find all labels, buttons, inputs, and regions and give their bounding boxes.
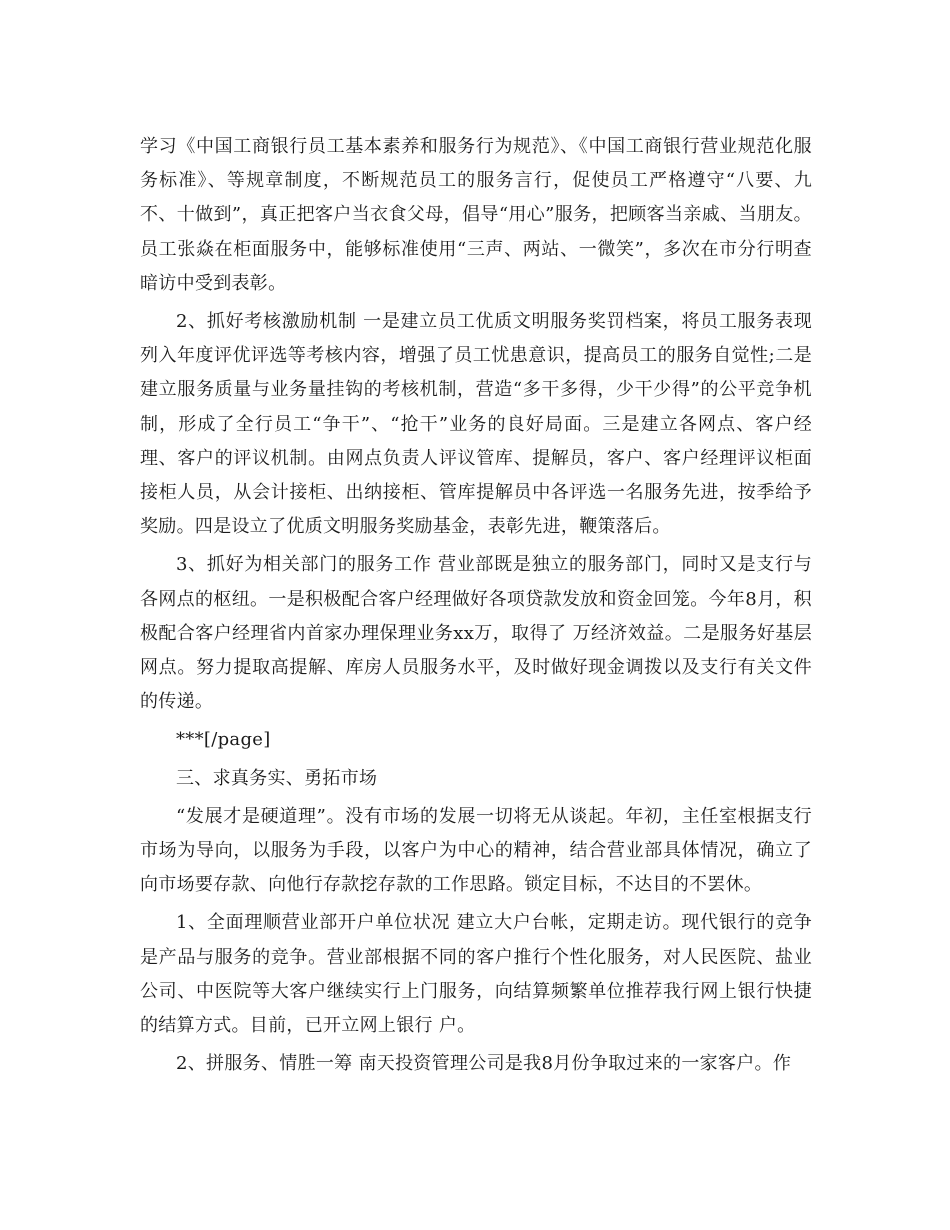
paragraph-service-standards: 学习《中国工商银行员工基本素养和服务行为规范》、《中国工商银行营业规范化服务标准》、等规章制度，不断规范员工的服务言行，促使员工严格遵守“八要、九不、十做到”，真正把客户当衣食父母，倡导“用心”服务，把顾客当亲戚、当朋友。员工张焱在柜面服务中，能够标准使用“三声、两站、一微笑”，多次在市分行明查暗访中受到表彰。 bbox=[140, 136, 812, 294]
paragraph-service-competition: 2、拼服务、情胜一筹 南天投资管理公司是我8月份争取过来的一家客户。作 bbox=[176, 1053, 792, 1075]
paragraph-department-service: 3、抓好为相关部门的服务工作 营业部既是独立的服务部门，同时又是支行与各网点的枢纽。一是积极配合客户经理做好各项贷款发放和资金回笼。今年8月，积极配合客户经理省内首家办理保理业务xx万，取得了 万经济效益。二是服务好基层网点。努力提取高提解、库房人员服务水平，及时做好现金调拨以及支行有关文件的传递。 bbox=[140, 554, 812, 713]
paragraph-development: “发展才是硬道理”。没有市场的发展一切将无从谈起。年初，主任室根据支行市场为导向，以服务为手段，以客户为中心的精神，结合营业部具体情况，确立了向市场要存款、向他行存款挖存款的工作思路。锁定目标，不达目的不罢休。 bbox=[140, 805, 812, 896]
document-body bbox=[140, 126, 812, 1081]
section-heading-market: 三、求真务实、勇拓市场 bbox=[176, 767, 378, 789]
paragraph-account-units: 1、全面理顺营业部开户单位状况 建立大户台帐，定期走访。现代银行的竞争是产品与服务的竞争。营业部根据不同的客户推行个性化服务，对人民医院、盐业公司、中医院等大客户继续实行上门服务，向结算频繁单位推荐我行网上银行快捷的结算方式。目前，已开立网上银行 户。 bbox=[140, 912, 812, 1037]
paragraph-assessment-incentives: 2、抓好考核激励机制 一是建立员工优质文明服务奖罚档案，将员工服务表现列入年度评优评选等考核内容，增强了员工忧患意识，提高员工的服务自觉性;二是建立服务质量与业务量挂钩的考核机制，营造“多干多得，少干少得”的公平竞争机制，形成了全行员工“争干”、“抢干”业务的良好局面。三是建立各网点、客户经理、客户的评议机制。由网点负责人评议管库、提解员，客户、客户经理评议柜面接柜人员，从会计接柜、出纳接柜、管库提解员中各评选一名服务先进，按季给予奖励。四是设立了优质文明服务奖励基金，表彰先进，鞭策落后。 bbox=[140, 311, 812, 538]
page-marker: ***[/page] bbox=[176, 729, 271, 751]
